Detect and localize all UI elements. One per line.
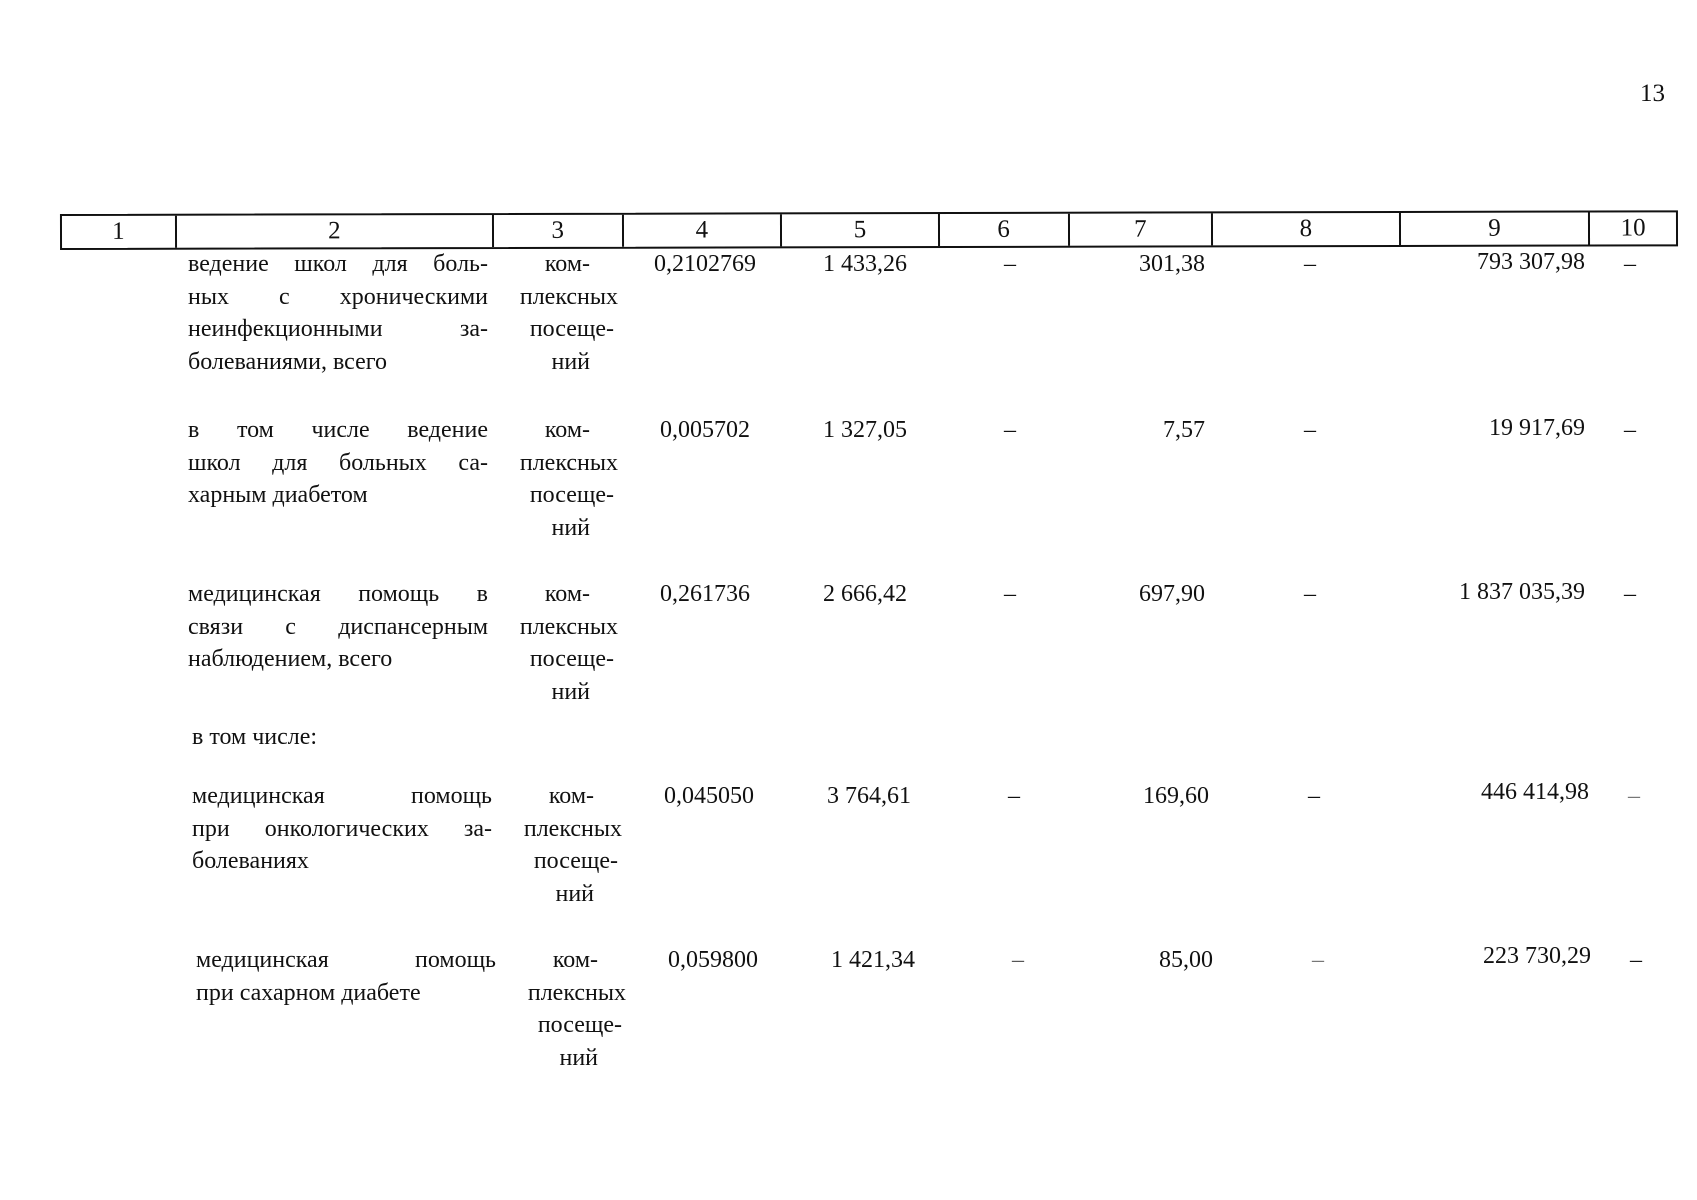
row-unit-line: ний	[555, 880, 594, 907]
row-unit	[496, 944, 626, 1074]
row-name-line: харным диабетом	[188, 482, 368, 508]
row-col-10: –	[1624, 251, 1636, 277]
row-unit-line: посеще-	[529, 316, 614, 342]
row-unit-line: ний	[559, 1044, 598, 1071]
row-col-8: –	[1304, 417, 1316, 443]
row-col-9: 19 917,69	[1489, 415, 1585, 441]
row-name-line: неинфекционными за-	[188, 316, 488, 342]
row-col-7: 7,57	[1163, 417, 1205, 443]
row-col-4: 0,2102769	[654, 251, 756, 277]
row-col-8: –	[1312, 947, 1324, 973]
row-name-line: медицинская помощь в	[188, 581, 488, 607]
header-col-5: 5	[782, 214, 940, 246]
row-name-line: при онкологических за-	[192, 815, 492, 842]
row-name-line: наблюдением, всего	[188, 646, 393, 672]
row-col-9: 1 837 035,39	[1459, 579, 1585, 605]
row-unit-line: ком-	[552, 947, 598, 973]
row-unit-line: плексных	[527, 979, 626, 1006]
row-col-9: 793 307,98	[1477, 249, 1585, 275]
row-col-9: 223 730,29	[1483, 943, 1591, 969]
row-unit-line: посеще-	[529, 482, 614, 508]
row-unit	[488, 578, 618, 708]
row-col-9: 446 414,98	[1481, 779, 1589, 805]
header-col-7: 7	[1069, 213, 1213, 245]
row-col-8: –	[1304, 581, 1316, 607]
header-col-6: 6	[940, 214, 1070, 246]
row-name	[188, 248, 488, 378]
row-col-10: –	[1630, 947, 1642, 973]
row-unit	[492, 780, 622, 910]
row-unit-line: плексных	[519, 283, 618, 310]
row-name-line: болеваниях	[192, 848, 309, 874]
row-col-7: 169,60	[1143, 783, 1209, 809]
row-unit-line: плексных	[519, 449, 618, 476]
header-col-9: 9	[1401, 213, 1591, 245]
row-name-line: болеваниями, всего	[188, 348, 387, 375]
row-unit-line: посеще-	[537, 1012, 622, 1038]
row-col-7: 85,00	[1159, 947, 1213, 973]
subheading: в том числе:	[192, 724, 318, 750]
row-name-line: медицинская помощь	[192, 783, 492, 809]
row-unit-line: ком-	[544, 581, 590, 607]
row-unit	[488, 248, 618, 378]
header-col-1: 1	[62, 216, 177, 248]
row-col-6: –	[1012, 947, 1024, 973]
row-col-10: –	[1628, 783, 1640, 809]
page-number: 13	[1640, 80, 1665, 107]
row-col-6: –	[1004, 581, 1016, 607]
row-unit-line: ний	[551, 514, 590, 541]
row-unit-line: ний	[551, 348, 590, 375]
row-name-line: в том числе ведение	[188, 417, 488, 443]
row-name-line: при сахарном диабете	[196, 979, 421, 1006]
row-unit-line: ний	[551, 678, 590, 705]
row-col-5: 2 666,42	[823, 581, 907, 607]
row-col-10: –	[1624, 417, 1636, 443]
row-unit-line: ком-	[548, 783, 594, 809]
row-name	[188, 578, 488, 676]
header-col-10: 10	[1620, 214, 1646, 242]
row-unit-line: плексных	[519, 613, 618, 640]
row-name-line: связи с диспансерным	[188, 613, 488, 640]
row-unit-line: посеще-	[529, 646, 614, 672]
header-col-8: 8	[1213, 213, 1401, 245]
row-col-6: –	[1004, 251, 1016, 277]
row-name-line: ных с хроническими	[188, 283, 488, 310]
row-name	[188, 414, 488, 512]
row-name	[196, 944, 496, 1009]
row-unit	[488, 414, 618, 544]
row-name-line: медицинская помощь	[196, 947, 496, 973]
row-col-5: 3 764,61	[827, 783, 911, 809]
row-col-6: –	[1008, 783, 1020, 809]
row-col-8: –	[1304, 251, 1316, 277]
row-col-5: 1 421,34	[831, 947, 915, 973]
row-unit-line: плексных	[523, 815, 622, 842]
row-col-7: 301,38	[1139, 251, 1205, 277]
row-unit-line: ком-	[544, 251, 590, 277]
row-name	[192, 780, 492, 878]
header-col-3: 3	[494, 215, 624, 247]
row-unit-line: посеще-	[533, 848, 618, 874]
row-name-line: школ для больных са-	[188, 449, 488, 476]
row-col-6: –	[1004, 417, 1016, 443]
header-col-2: 2	[177, 215, 494, 248]
row-col-5: 1 433,26	[823, 251, 907, 277]
table-header-row	[60, 210, 1678, 250]
row-col-5: 1 327,05	[823, 417, 907, 443]
row-col-4: 0,045050	[664, 783, 754, 809]
header-col-4: 4	[624, 214, 783, 246]
row-col-8: –	[1308, 783, 1320, 809]
row-col-4: 0,261736	[660, 581, 750, 607]
row-col-7: 697,90	[1139, 581, 1205, 607]
row-col-4: 0,005702	[660, 417, 750, 443]
row-col-10: –	[1624, 581, 1636, 607]
row-name-line: ведение школ для боль-	[188, 251, 488, 277]
row-unit-line: ком-	[544, 417, 590, 443]
row-col-4: 0,059800	[668, 947, 758, 973]
